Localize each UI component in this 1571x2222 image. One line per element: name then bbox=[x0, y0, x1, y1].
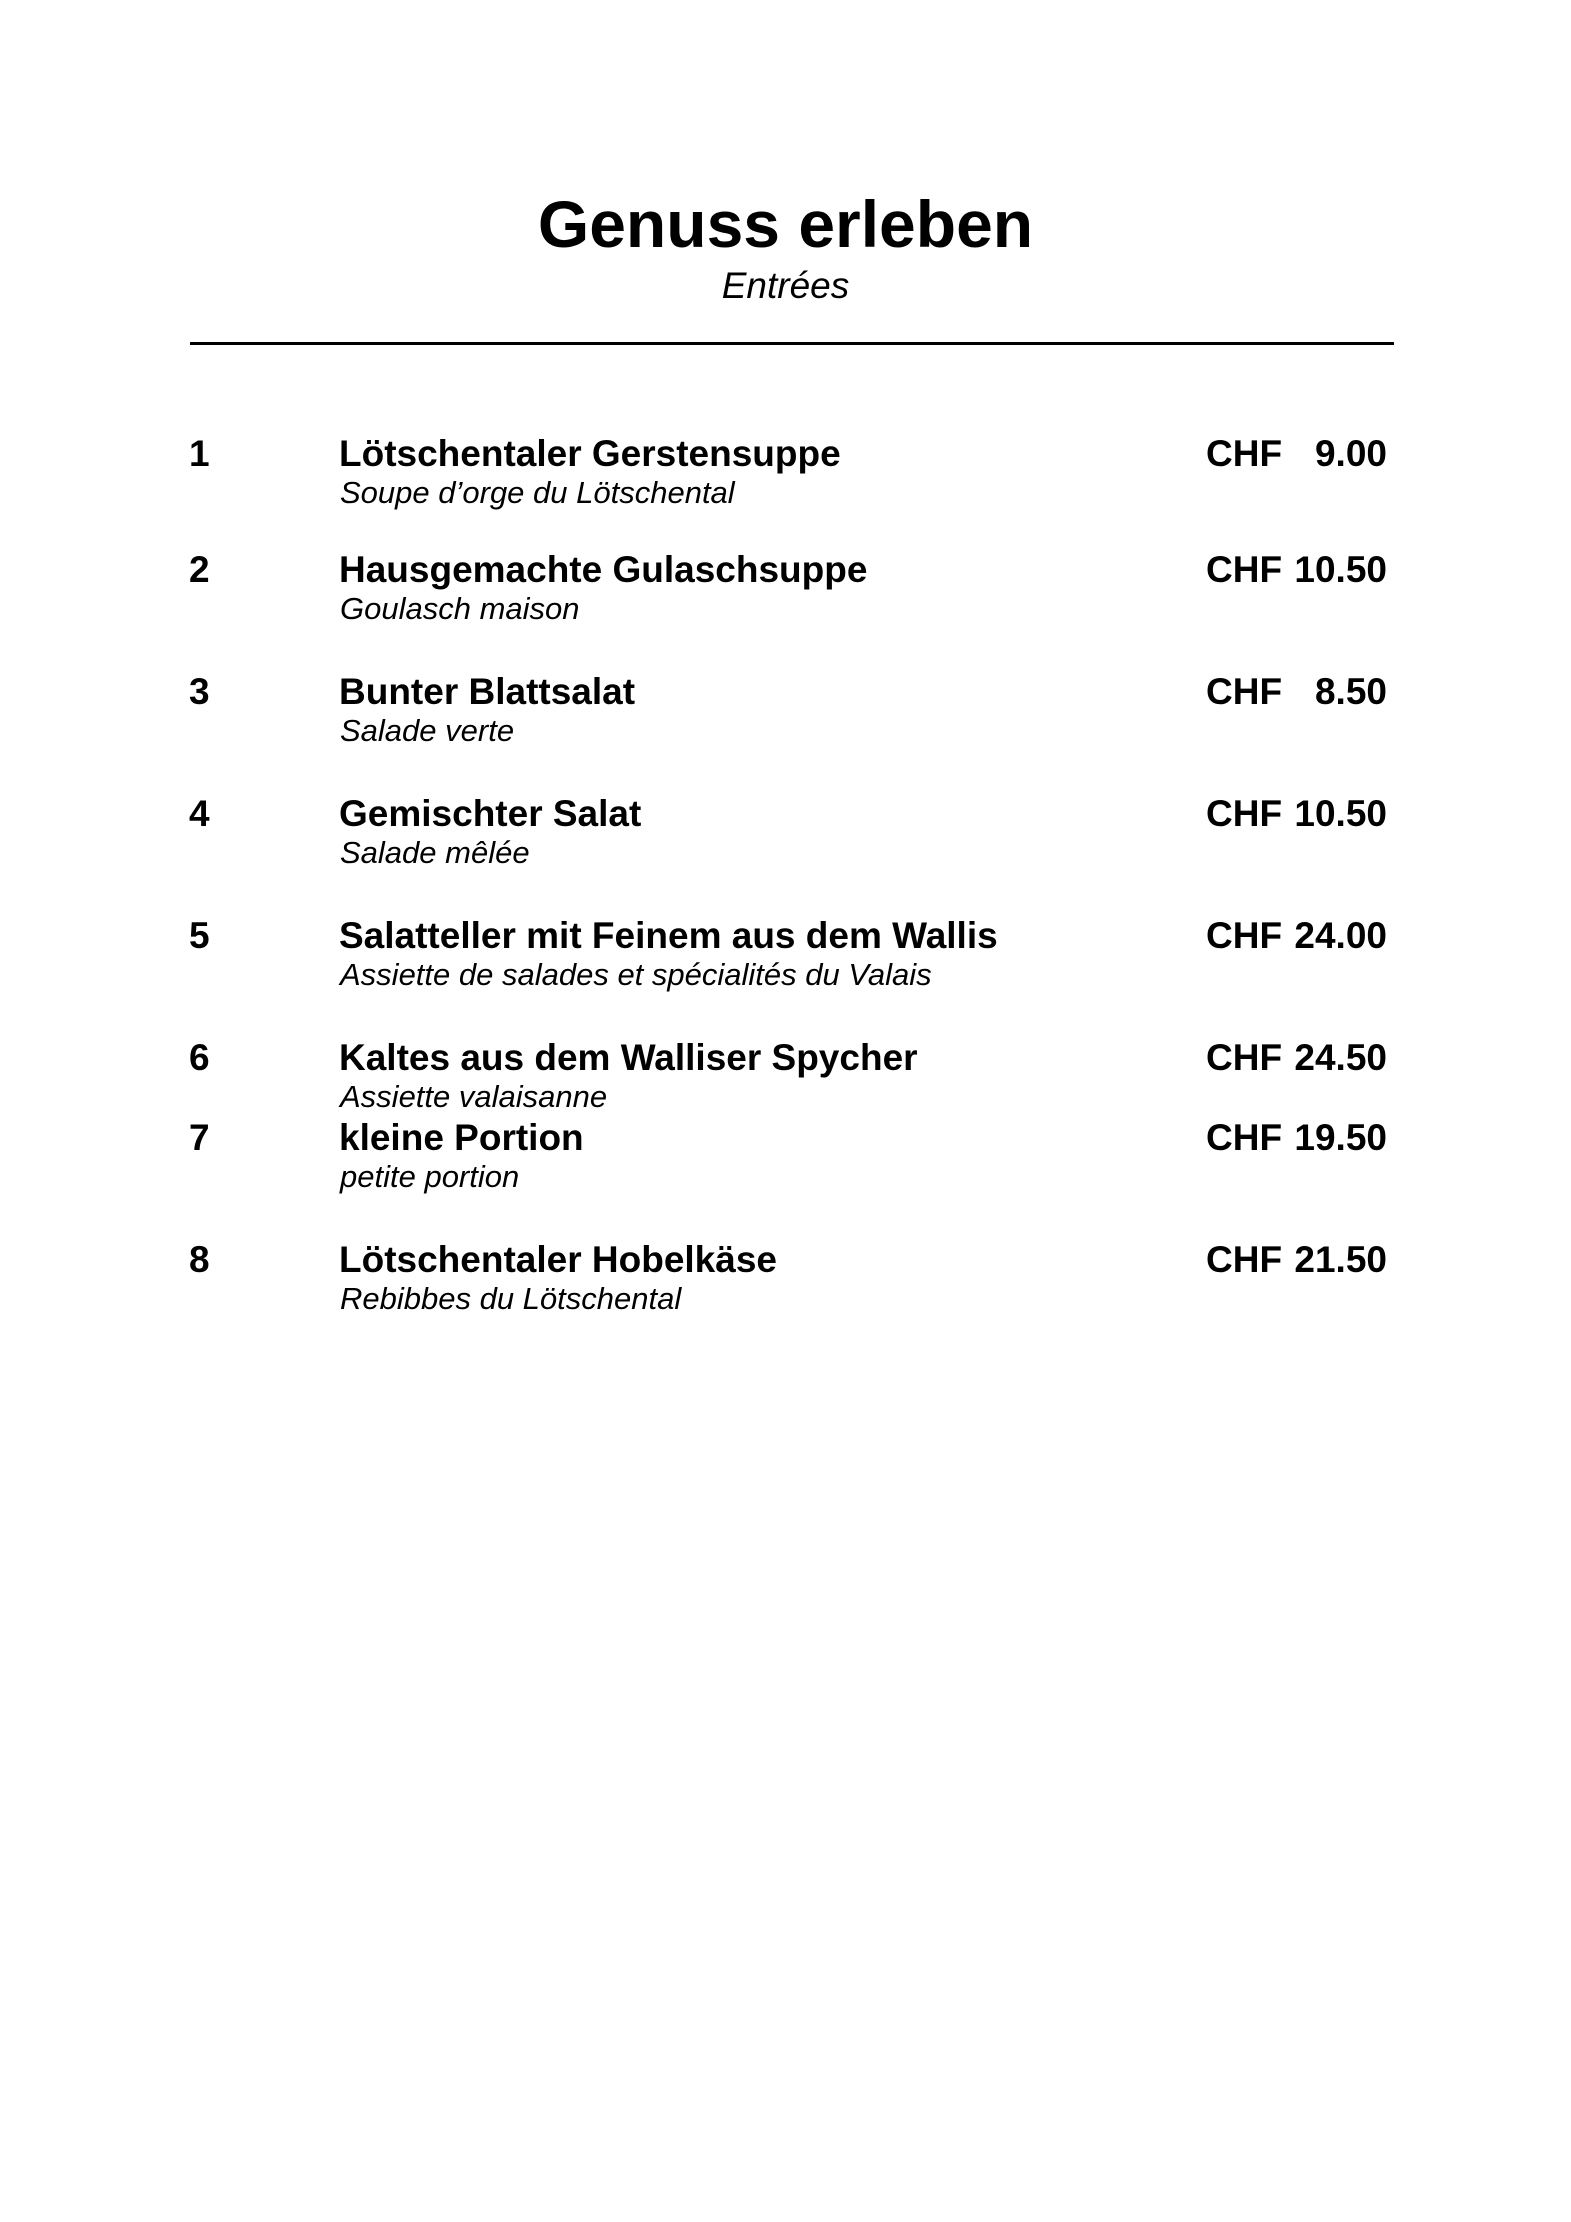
item-currency: CHF bbox=[1206, 1239, 1283, 1280]
item-number: 4 bbox=[189, 793, 210, 834]
menu-item bbox=[0, 914, 1571, 994]
item-number: 3 bbox=[189, 671, 210, 712]
item-price: 10.50 bbox=[1294, 793, 1387, 834]
item-price: 24.00 bbox=[1294, 915, 1387, 956]
menu-item bbox=[0, 670, 1571, 750]
menu-item bbox=[0, 1238, 1571, 1318]
item-description: Goulasch maison bbox=[340, 591, 580, 626]
item-number: 8 bbox=[189, 1239, 210, 1280]
item-currency: CHF bbox=[1206, 671, 1283, 712]
item-name: Gemischter Salat bbox=[339, 793, 642, 834]
item-description: Salade mêlée bbox=[340, 835, 530, 870]
item-number: 6 bbox=[189, 1037, 210, 1078]
item-description: petite portion bbox=[340, 1159, 520, 1194]
item-currency: CHF bbox=[1206, 1117, 1283, 1158]
item-price: 21.50 bbox=[1294, 1239, 1387, 1280]
menu-item bbox=[0, 1036, 1571, 1116]
item-name: Bunter Blattsalat bbox=[339, 671, 636, 712]
menu-item bbox=[0, 1116, 1571, 1196]
item-name: Lötschentaler Gerstensuppe bbox=[339, 433, 841, 474]
item-description: Salade verte bbox=[340, 713, 515, 748]
section-subtitle: Entrées bbox=[721, 265, 850, 306]
item-description: Rebibbes du Lötschental bbox=[340, 1281, 682, 1316]
item-name: Lötschentaler Hobelkäse bbox=[339, 1239, 777, 1280]
item-currency: CHF bbox=[1206, 433, 1283, 474]
menu-item bbox=[0, 792, 1571, 872]
item-currency: CHF bbox=[1206, 915, 1283, 956]
item-name: Salatteller mit Feinem aus dem Wallis bbox=[339, 915, 998, 956]
item-description: Assiette valaisanne bbox=[340, 1079, 608, 1114]
item-price: 24.50 bbox=[1294, 1037, 1387, 1078]
item-name: Kaltes aus dem Walliser Spycher bbox=[339, 1037, 918, 1078]
item-name: kleine Portion bbox=[339, 1117, 584, 1158]
item-description: Assiette de salades et spécialités du Valais bbox=[340, 957, 932, 992]
page-title: Genuss erleben bbox=[537, 187, 1034, 261]
title-divider bbox=[190, 342, 1394, 345]
item-number: 1 bbox=[189, 433, 210, 474]
menu-item bbox=[0, 548, 1571, 628]
item-number: 5 bbox=[189, 915, 210, 956]
item-currency: CHF bbox=[1206, 1037, 1283, 1078]
item-price: 19.50 bbox=[1294, 1117, 1387, 1158]
item-name: Hausgemachte Gulaschsuppe bbox=[339, 549, 868, 590]
item-price: 9.00 bbox=[1314, 433, 1387, 474]
menu-item bbox=[0, 432, 1571, 512]
item-description: Soupe d’orge du Lötschental bbox=[340, 475, 735, 510]
item-currency: CHF bbox=[1206, 549, 1283, 590]
item-number: 2 bbox=[189, 549, 210, 590]
item-number: 7 bbox=[189, 1117, 210, 1158]
item-price: 10.50 bbox=[1294, 549, 1387, 590]
item-price: 8.50 bbox=[1314, 671, 1387, 712]
item-currency: CHF bbox=[1206, 793, 1283, 834]
